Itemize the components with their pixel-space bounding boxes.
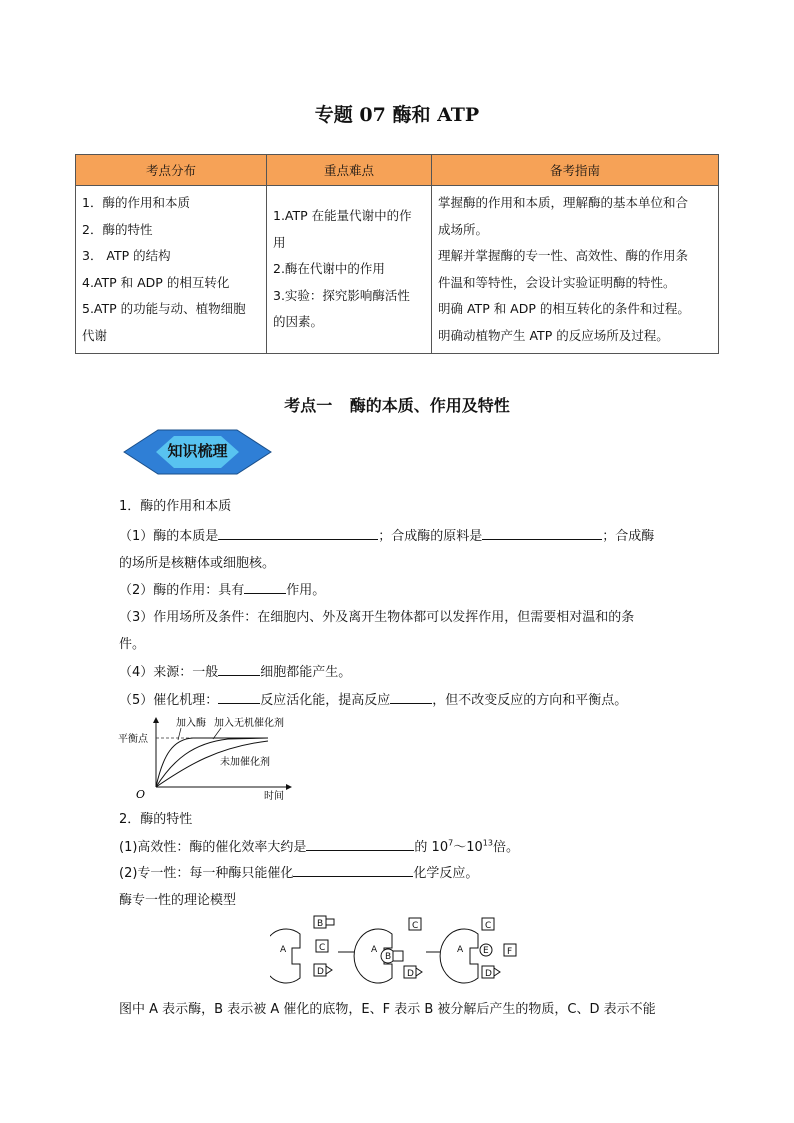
document-title: 专题 07 酶和 ATP (314, 104, 480, 126)
model-label-d: D (407, 969, 414, 979)
paragraph-5 (119, 689, 627, 708)
graph-y-label: 平衡点 (118, 734, 148, 745)
text-span: 反应活化能，提高反应 (260, 693, 391, 708)
enzyme-specificity-model (270, 912, 530, 988)
text-span: （1）酶的本质是 (119, 529, 219, 544)
paragraph-q1 (119, 836, 519, 855)
paragraph-2 (119, 579, 325, 598)
fill-blank (293, 862, 413, 877)
graph-origin: O (136, 788, 146, 800)
table-header-row (76, 155, 719, 186)
fill-blank (390, 689, 432, 704)
text-span: 细胞都能产生。 (260, 665, 352, 680)
heading-2: 2．酶的特性 (119, 812, 193, 827)
paragraph-1 (119, 525, 654, 544)
exponent: 13 (482, 838, 493, 848)
table-header: 考点分布 (76, 155, 267, 186)
cell-line: 用 (273, 234, 286, 250)
table-header: 备考指南 (432, 155, 719, 186)
cell-line: 4.ATP 和 ADP 的相互转化 (82, 274, 230, 290)
paragraph-3b: 件。 (119, 637, 146, 652)
text-span: ；合成酶的原料是 (378, 529, 483, 544)
model-label-e: E (483, 946, 489, 956)
text-span: ；合成酶 (602, 529, 655, 544)
fill-blank (482, 525, 602, 540)
model-label-b: B (317, 919, 324, 929)
cell-line: 件温和等特性，会设计实验证明酶的特性。 (438, 274, 676, 290)
text-span: 倍。 (492, 840, 519, 855)
text-span: 的 10 (414, 840, 449, 855)
fill-blank (244, 579, 286, 594)
cell-line: 掌握酶的作用和本质，理解酶的基本单位和合 (438, 195, 689, 210)
text-span: （4）来源：一般 (119, 665, 219, 680)
paragraph-3a: （3）作用场所及条件：在细胞内、外及离开生物体都可以发挥作用，但需要相对温和的条 (119, 610, 635, 625)
paragraph-4 (119, 661, 351, 680)
model-label-a: A (457, 945, 464, 955)
cell-line: 明确 ATP 和 ADP 的相互转化的条件和过程。 (438, 301, 690, 316)
table-row (76, 186, 719, 354)
model-label-d: D (317, 967, 324, 977)
cell-line: 理解并掌握酶的专一性、高效性、酶的作用条 (438, 248, 689, 263)
model-label-c: C (412, 921, 419, 931)
cell-line: 5.ATP 的功能与动、植物细胞 (82, 301, 246, 316)
table-cell-topics (76, 186, 267, 354)
fill-blank (218, 689, 260, 704)
text-span: ，但不改变反应的方向和平衡点。 (432, 693, 628, 708)
curve-label-inorganic: 加入无机催化剂 (214, 718, 284, 729)
cell-line: 3． ATP 的结构 (82, 248, 171, 263)
table-header: 重点难点 (267, 155, 432, 186)
cell-line: 2．酶的特性 (82, 221, 153, 237)
cell-line: 的因素。 (273, 314, 324, 330)
cell-line: 1.ATP 在能量代谢中的作 (273, 208, 412, 224)
exponent: 7 (448, 838, 454, 848)
cell-line: 3.实验：探究影响酶活性 (273, 287, 410, 303)
fill-blank (218, 661, 260, 676)
fill-blank (306, 836, 414, 851)
text-span: 化学反应。 (413, 866, 479, 881)
model-label-a: A (280, 945, 287, 955)
model-label-c: C (319, 943, 326, 953)
cell-line: 成场所。 (438, 221, 489, 237)
paragraph-q2 (119, 862, 478, 881)
section-title: 考点一 酶的本质、作用及特性 (284, 396, 510, 415)
graph-x-label: 时间 (264, 791, 284, 800)
badge-label: 知识梳理 (167, 442, 228, 460)
text-span: (2)专一性：每一种酶只能催化 (119, 866, 294, 881)
paragraph-1b: 的场所是核糖体或细胞核。 (119, 556, 276, 571)
heading-1: 1．酶的作用和本质 (119, 499, 232, 514)
reaction-graph (118, 715, 298, 800)
cell-line: 1．酶的作用和本质 (82, 195, 190, 210)
text-span: ～10 (453, 840, 483, 855)
model-label-f: F (507, 947, 513, 957)
cell-line: 2.酶在代谢中的作用 (273, 261, 385, 277)
cell-line: 代谢 (82, 327, 108, 343)
model-label-d: D (485, 969, 492, 979)
model-label-c: C (485, 921, 492, 931)
text-span: (1)高效性：酶的催化效率大约是 (119, 840, 307, 855)
model-title: 酶专一性的理论模型 (119, 893, 237, 908)
curve-label-none: 未加催化剂 (220, 757, 270, 768)
model-label-b: B (385, 952, 392, 962)
text-span: 作用。 (286, 583, 326, 598)
text-span: （5）催化机理： (119, 693, 219, 708)
model-label-a: A (371, 945, 378, 955)
paragraph-last: 图中 A 表示酶，B 表示被 A 催化的底物，E、F 表示 B 被分解后产生的物质，C、D 表示不能 (119, 1002, 656, 1017)
text-span: （2）酶的作用：具有 (119, 583, 245, 598)
cell-line: 明确动植物产生 ATP 的反应场所及过程。 (438, 327, 669, 343)
table-cell-guide (432, 186, 719, 354)
curve-label-enzyme: 加入酶 (176, 718, 206, 729)
fill-blank (218, 525, 378, 540)
table-cell-keypoints (267, 186, 432, 354)
summary-table (75, 154, 719, 354)
